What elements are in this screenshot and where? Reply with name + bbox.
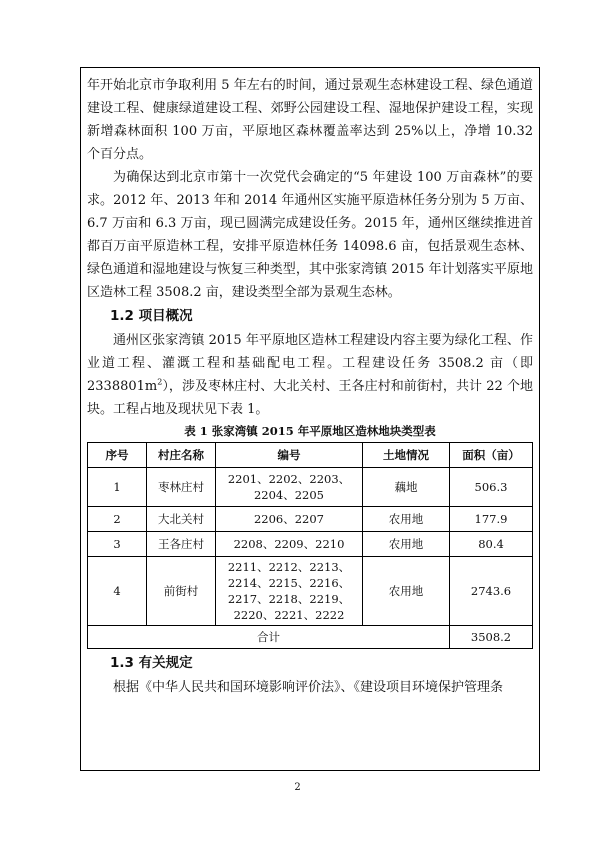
total-label: 合计 [88,626,450,649]
document-body [87,74,533,699]
header-no: 序号 [88,443,147,468]
cell-codes: 2211、2212、2213、2214、2215、2216、2217、2218、2219、2220、2221、2222 [216,557,363,626]
header-village: 村庄名称 [147,443,216,468]
document-frame [80,67,540,771]
paragraph-1: 年开始北京市争取利用 5 年左右的时间，通过景观生态林建设工程、绿色通道建设工程、健康绿道建设工程、郊野公园建设工程、湿地保护建设工程，实现新增森林面积 100 万亩，平原地区森林覆盖率达到 25%以上，净增 10.32 个百分点。 [87,78,533,162]
plot-type-table [87,442,533,649]
cell-area: 80.4 [450,532,533,557]
cell-no: 3 [88,532,147,557]
paragraph-3 [87,329,533,421]
cell-area: 2743.6 [450,557,533,626]
cell-codes: 2201、2202、2203、2204、2205 [216,468,363,507]
cell-codes: 2208、2209、2210 [216,532,363,557]
cell-land: 农用地 [363,557,450,626]
header-codes: 编号 [216,443,363,468]
table-caption: 表 1 张家湾镇 2015 年平原地区造林地块类型表 [184,424,436,438]
table-row [88,507,533,532]
cell-land: 农用地 [363,532,450,557]
table-total-row [88,626,533,649]
cell-village: 前街村 [147,557,216,626]
table-row [88,557,533,626]
cell-village: 王各庄村 [147,532,216,557]
table-row [88,468,533,507]
table-row [88,532,533,557]
cell-area: 177.9 [450,507,533,532]
superscript: 2 [157,377,163,387]
header-area: 面积（亩） [450,443,533,468]
cell-no: 4 [88,557,147,626]
cell-no: 1 [88,468,147,507]
heading-regulations: 1.3 有关规定 [110,655,193,671]
paragraph-3-part-a: 通州区张家湾镇 2015 年平原地区造林工程建设内容主要为绿化工程、作业道工程、灌溉工程和基础配电工程。工程建设任务 3508.2 亩（即 2338801m [87,333,533,394]
cell-village: 枣林庄村 [147,468,216,507]
total-value: 3508.2 [450,626,533,649]
header-land: 土地情况 [363,443,450,468]
page-number: 2 [294,782,301,793]
cell-codes: 2206、2207 [216,507,363,532]
cell-land: 藕地 [363,468,450,507]
paragraph-2: 为确保达到北京市第十一次党代会确定的“5 年建设 100 万亩森林”的要求。2012 年、2013 年和 2014 年通州区实施平原造林任务分别为 5 万亩、6.7 万亩和 6.3 万亩，现已圆满完成建设任务。2015 年，通州区继续推进首都百万亩平原造林工程，安排平原造林任务 14098.6 亩，包括景观生态林、绿色通道和湿地建设与恢复三种类型，其中张家湾镇 2015 年计划落实平原地区造林工程 3508.2 亩，建设类型全部为景观生态林。 [87,170,533,300]
cell-area: 506.3 [450,468,533,507]
heading-project-overview: 1.2 项目概况 [110,308,193,324]
table-header-row [88,443,533,468]
paragraph-4: 根据《中华人民共和国环境影响评价法》、《建设项目环境保护管理条 [113,680,504,695]
cell-land: 农用地 [363,507,450,532]
paragraph-3-part-b: ），涉及枣林庄村、大北关村、王各庄村和前街村，共计 22 个地块。工程占地及现状见下表 1。 [87,379,533,417]
cell-no: 2 [88,507,147,532]
cell-village: 大北关村 [147,507,216,532]
